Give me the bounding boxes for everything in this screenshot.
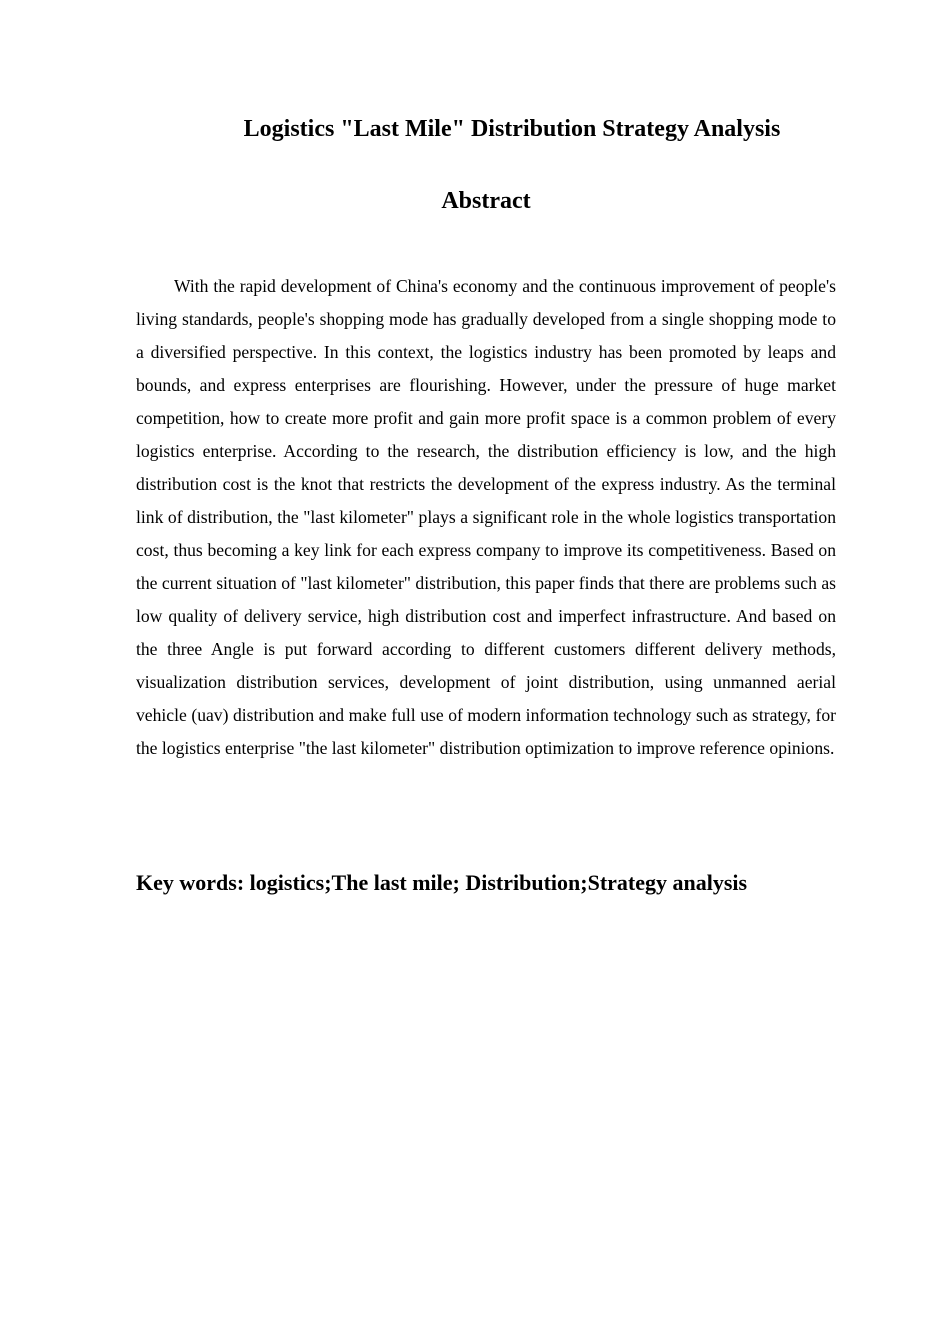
abstract-paragraph: With the rapid development of China's economy and the continuous improvement of people's living standards, people's shopping mode has gradually developed from a single shopping mode to a diversified perspective. In this context, the logistics industry has been promoted by leaps and bounds, and express enterprises are flourishing. However, under the pressure of huge market competition, how to create more profit and gain more profit space is a common problem of every logistics enterprise. According to the research, the distribution efficiency is low, and the high distribution cost is the knot that restricts the development of the express industry. As the terminal link of distribution, the "last kilometer" plays a significant role in the whole logistics transportation cost, thus becoming a key link for each express company to improve its competitiveness. Based on the current situation of "last kilometer" distribution, this paper finds that there are problems such as low quality of delivery service, high distribution cost and imperfect infrastructure. And based on the three Angle is put forward according to different customers different delivery methods, visualization distribution services, development of joint distribution, using unmanned aerial vehicle (uav) distribution and make full use of modern information technology such as strategy, for the logistics enterprise "the last kilometer" distribution optimization to improve reference opinions. <box>136 276 836 758</box>
document-title: Logistics "Last Mile" Distribution Strategy Analysis <box>243 116 781 142</box>
abstract-heading: Abstract <box>441 188 531 214</box>
keywords-line: Key words: logistics;The last mile; Distribution;Strategy analysis <box>136 870 748 895</box>
